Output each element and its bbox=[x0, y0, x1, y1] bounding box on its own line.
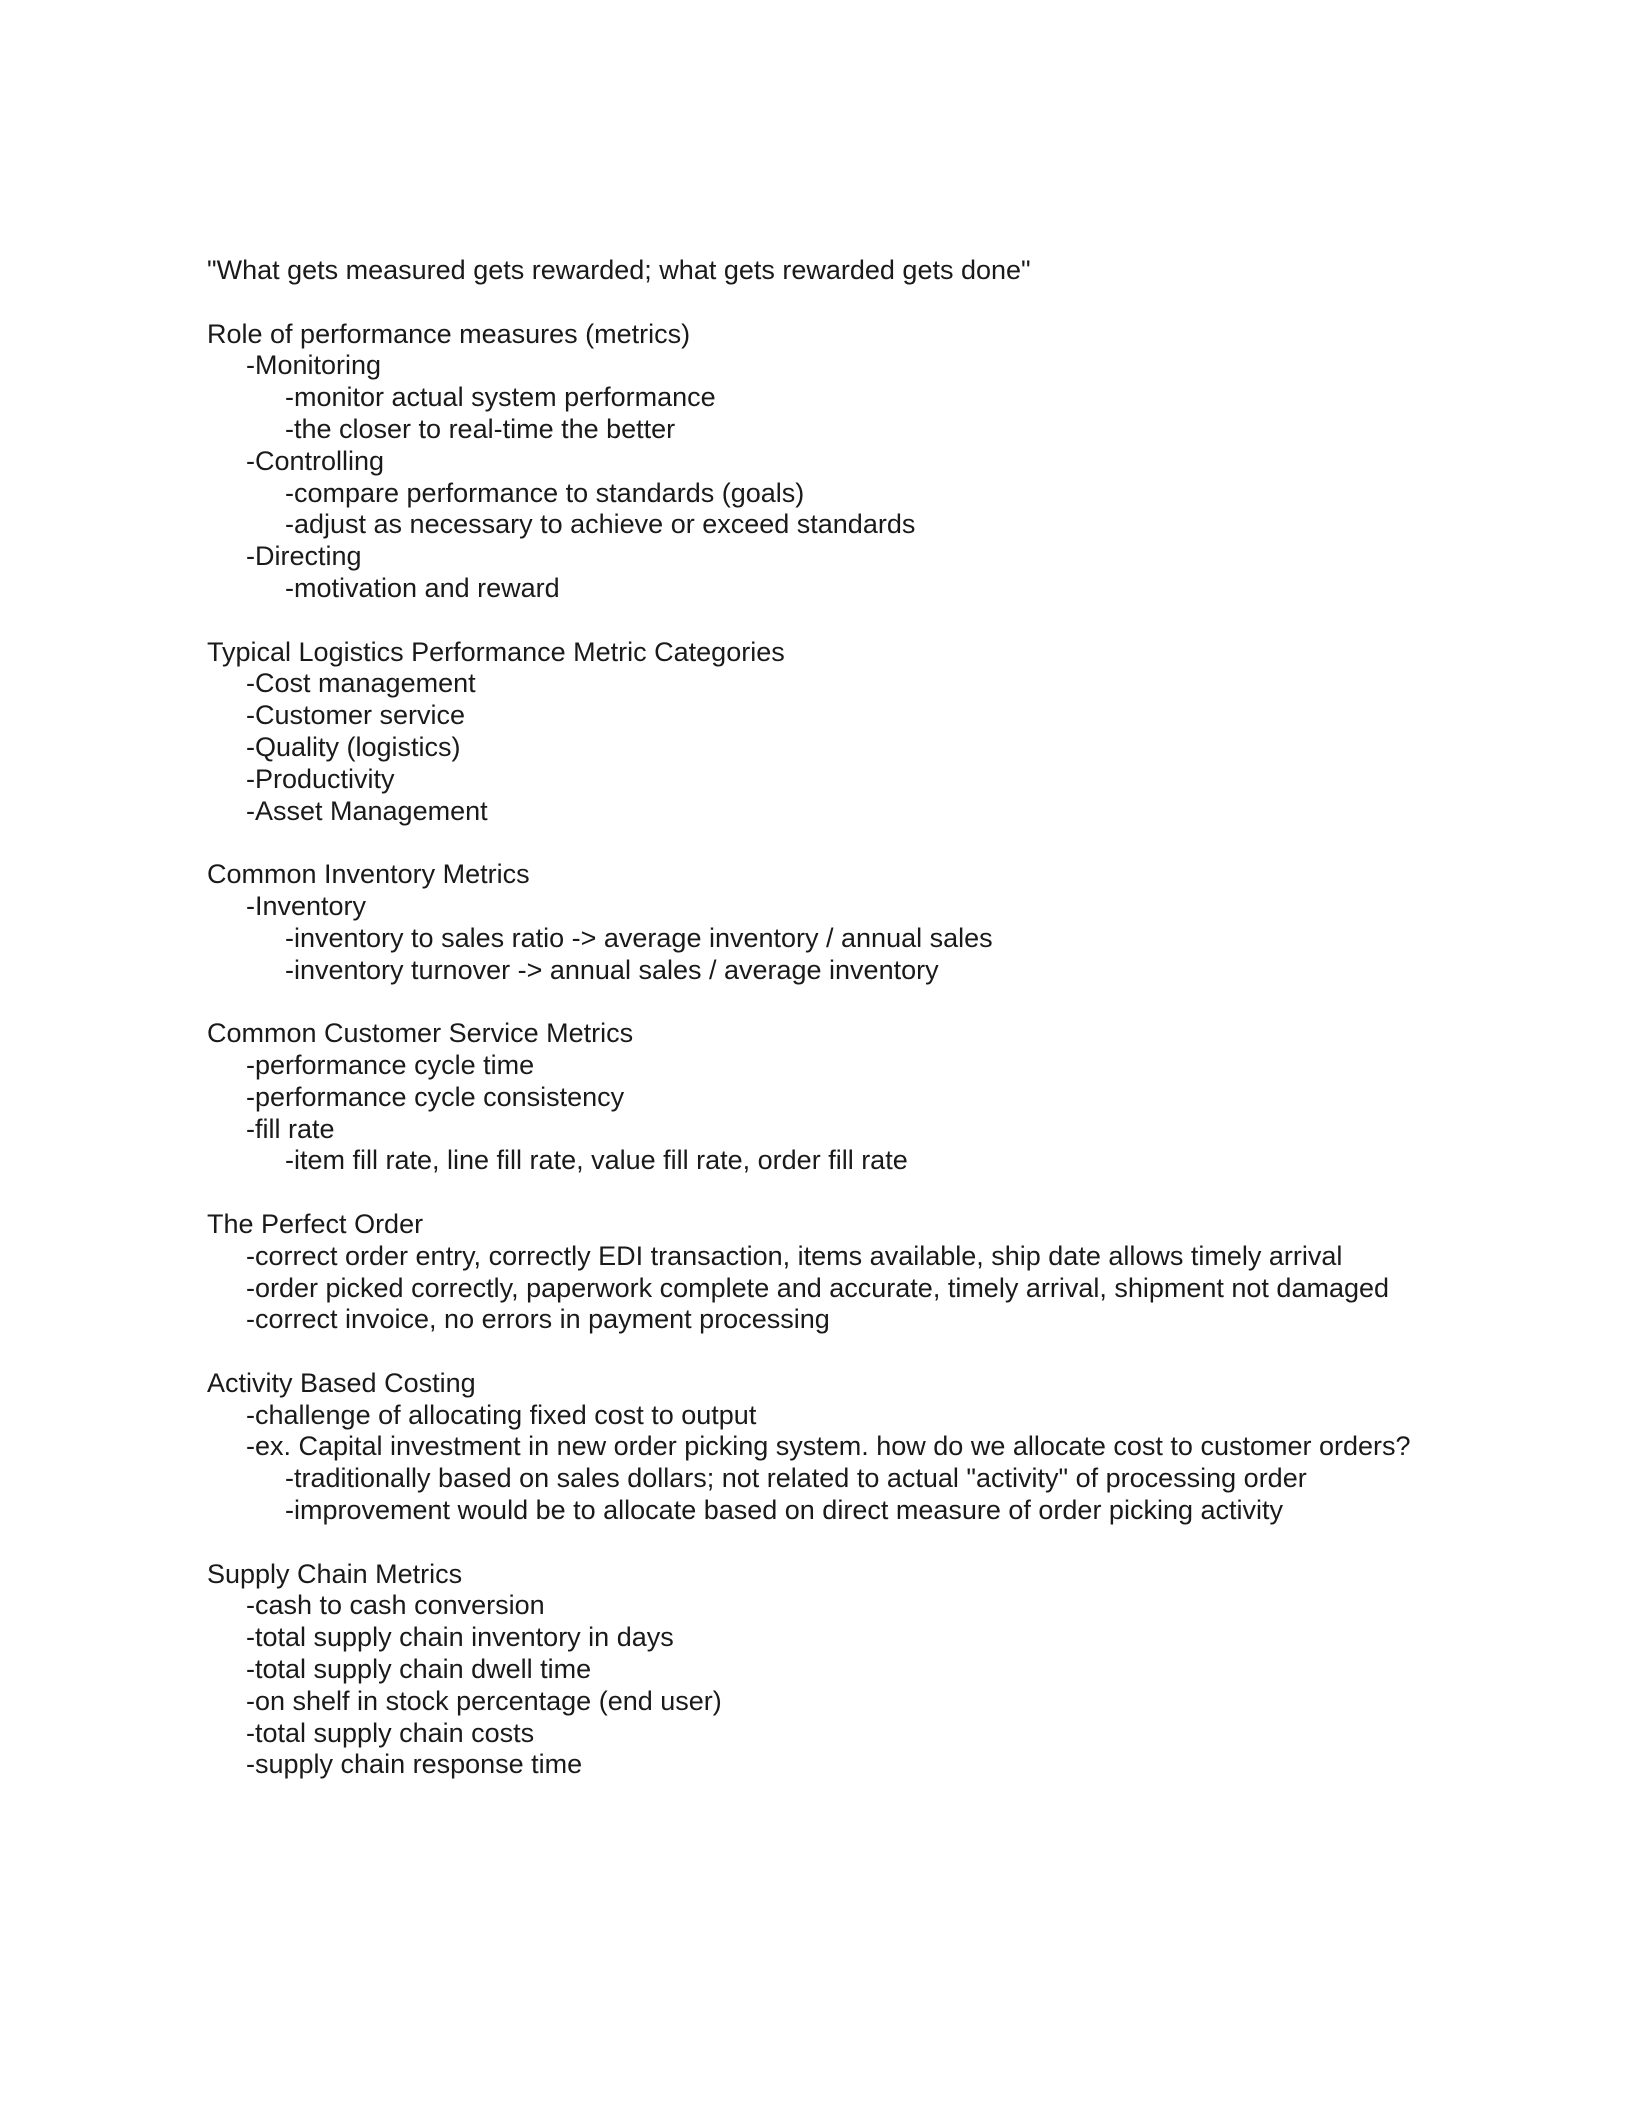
spacer bbox=[207, 986, 1437, 1018]
bullet-item: -order picked correctly, paperwork complete and accurate, timely arrival, shipment not damaged bbox=[246, 1272, 1390, 1303]
bullet-item: -challenge of allocating fixed cost to output bbox=[246, 1399, 757, 1430]
bullet-item: -Asset Management bbox=[246, 795, 488, 826]
bullet-item: -total supply chain dwell time bbox=[246, 1654, 592, 1685]
bullet-item: -correct invoice, no errors in payment processing bbox=[246, 1304, 830, 1335]
bullet-item: -Customer service bbox=[246, 700, 466, 731]
section-heading: Supply Chain Metrics bbox=[207, 1558, 463, 1589]
spacer bbox=[207, 1527, 1437, 1559]
sub-bullet-item: -compare performance to standards (goals) bbox=[285, 477, 805, 508]
sub-bullet-item: -monitor actual system performance bbox=[285, 382, 716, 413]
bullet-item: -Productivity bbox=[246, 763, 395, 794]
section-heading: The Perfect Order bbox=[207, 1208, 424, 1239]
spacer bbox=[207, 1336, 1437, 1368]
section-heading: Common Customer Service Metrics bbox=[207, 1018, 634, 1049]
bullet-item: -performance cycle time bbox=[246, 1049, 535, 1080]
bullet-item: -total supply chain costs bbox=[246, 1717, 535, 1748]
bullet-item: -Controlling bbox=[246, 445, 385, 476]
section-heading: Typical Logistics Performance Metric Categories bbox=[207, 636, 785, 667]
bullet-item: -Quality (logistics) bbox=[246, 731, 461, 762]
bullet-item: -cash to cash conversion bbox=[246, 1590, 545, 1621]
bullet-item: -total supply chain inventory in days bbox=[246, 1622, 674, 1653]
bullet-item: -supply chain response time bbox=[246, 1749, 583, 1780]
section-heading: Common Inventory Metrics bbox=[207, 859, 530, 890]
bullet-item: -fill rate bbox=[246, 1113, 335, 1144]
bullet-item: -Monitoring bbox=[246, 350, 382, 381]
bullet-item: -Cost management bbox=[246, 668, 476, 699]
sub-bullet-item: -inventory to sales ratio -> average inventory / annual sales bbox=[285, 922, 993, 953]
spacer bbox=[207, 605, 1437, 637]
section-heading: Role of performance measures (metrics) bbox=[207, 318, 691, 349]
spacer bbox=[207, 827, 1437, 859]
quote-line: "What gets measured gets rewarded; what gets rewarded gets done" bbox=[207, 255, 1031, 285]
bullet-item: -ex. Capital investment in new order picking system. how do we allocate cost to customer orders? bbox=[246, 1431, 1411, 1462]
bullet-item: -on shelf in stock percentage (end user) bbox=[246, 1685, 722, 1716]
bullet-item: -Inventory bbox=[246, 890, 367, 921]
spacer bbox=[207, 287, 1437, 319]
bullet-item: -performance cycle consistency bbox=[246, 1081, 625, 1112]
spacer bbox=[207, 1177, 1437, 1209]
sub-bullet-item: -traditionally based on sales dollars; not related to actual "activity" of processing order bbox=[285, 1463, 1307, 1494]
sub-bullet-item: -the closer to real-time the better bbox=[285, 413, 676, 444]
sub-bullet-item: -inventory turnover -> annual sales / average inventory bbox=[285, 954, 939, 985]
section-heading: Activity Based Costing bbox=[207, 1367, 476, 1398]
sub-bullet-item: -motivation and reward bbox=[285, 572, 560, 603]
sub-bullet-item: -item fill rate, line fill rate, value fill rate, order fill rate bbox=[285, 1145, 908, 1176]
bullet-item: -correct order entry, correctly EDI transaction, items available, ship date allows timely arrival bbox=[246, 1240, 1343, 1271]
document-body bbox=[207, 255, 1437, 1781]
sub-bullet-item: -improvement would be to allocate based on direct measure of order picking activity bbox=[285, 1495, 1283, 1526]
bullet-item: -Directing bbox=[246, 541, 362, 572]
sub-bullet-item: -adjust as necessary to achieve or exceed standards bbox=[285, 509, 916, 540]
